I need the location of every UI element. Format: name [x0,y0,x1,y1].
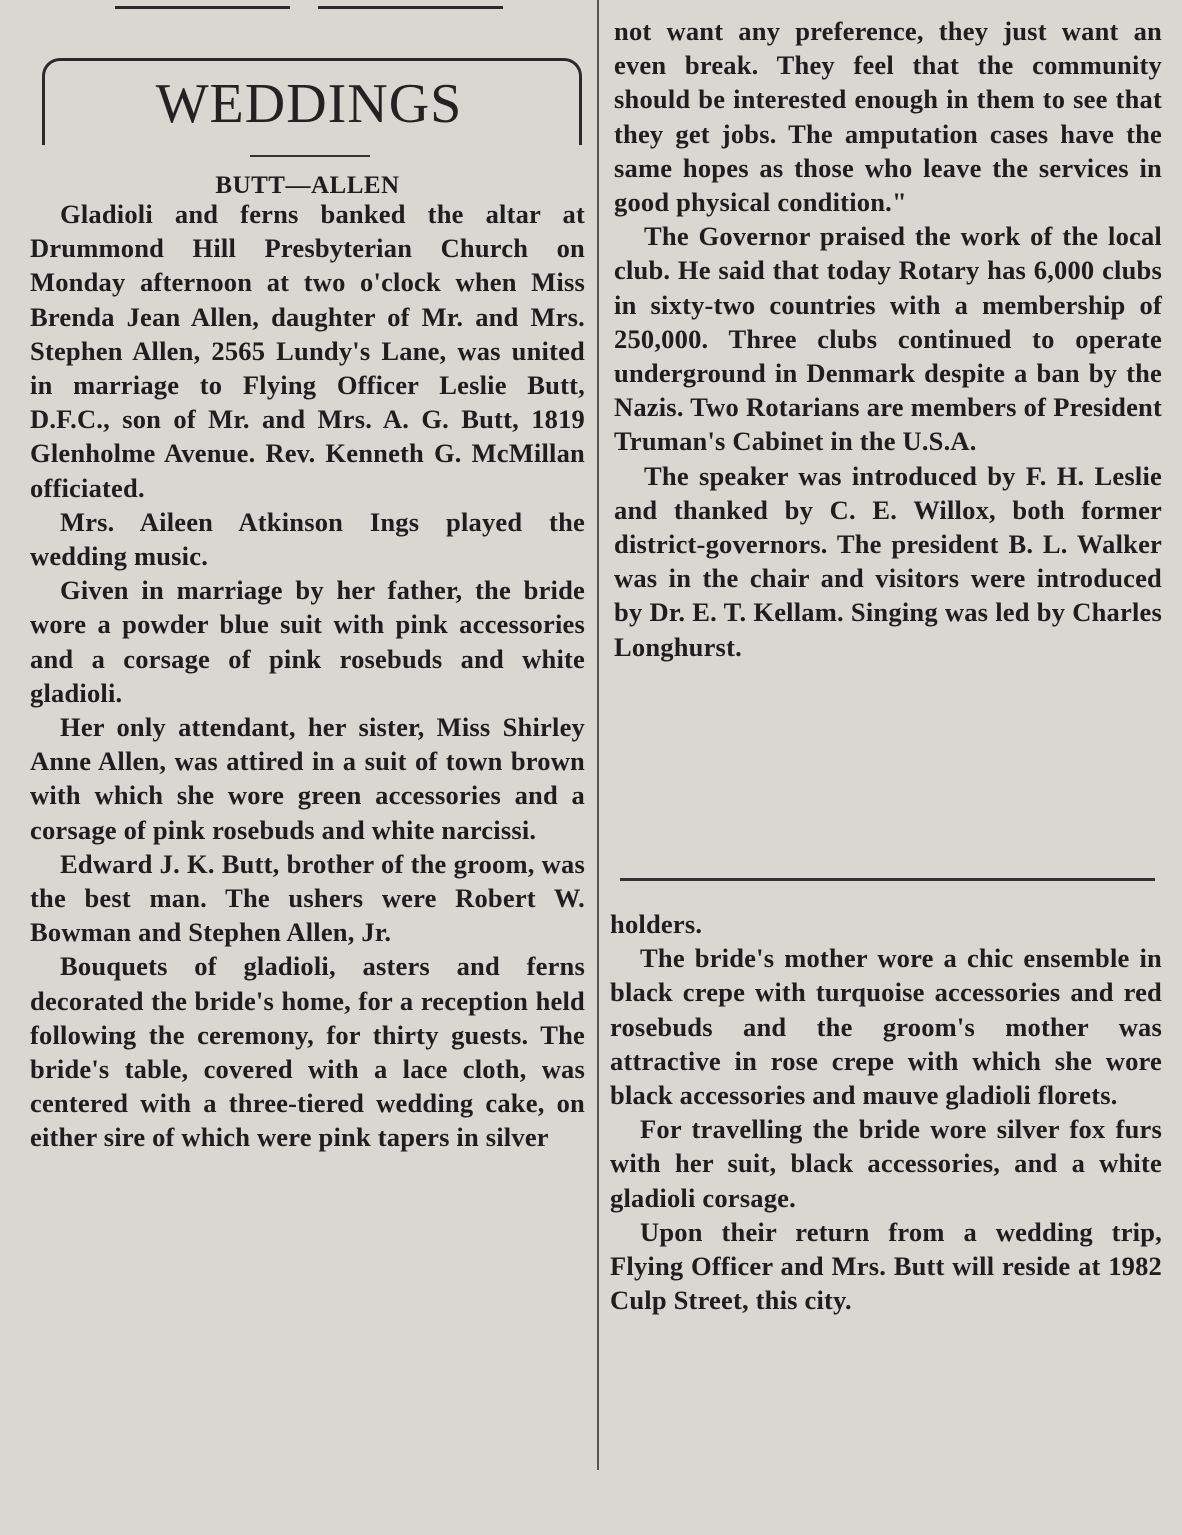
section-title: WEDDINGS [155,73,463,135]
top-rule-left [115,6,290,9]
paragraph: holders. [610,909,703,939]
paragraph: Her only attendant, her sister, Miss Shirley Anne Allen, was attired in a suit of town brown with which she wore green accessories and a corsage of pink rosebuds and white narcissi. [30,712,585,845]
title-underline [250,155,370,157]
left-column [30,197,585,1155]
paragraph: Mrs. Aileen Atkinson Ings played the wedding music. [30,506,585,572]
paragraph: The speaker was introduced by F. H. Leslie and thanked by C. E. Willox, both former district-governors. The president B. L. Walker was in the chair and visitors were introduced by Dr. E. T. Kellam. Singing was led by Charles Longhurst. [614,460,1162,662]
right-column-top [614,14,1162,664]
paragraph: not want any preference, they just want an even break. They feel that the community should be interested enough in them to see that they get jobs. The amputation cases have the same hopes as those who leave the services in good physical condition." [614,16,1162,218]
paragraph: The bride's mother wore a chic ensemble in black crepe with turquoise accessories and red rosebuds and the groom's mother was attractive in rose crepe with which she wore black accessories and mauve gladioli florets. [610,943,1162,1111]
paragraph: For travelling the bride wore silver fox furs with her suit, black accessories, and a white gladioli corsage. [610,1114,1162,1213]
section-divider-rule [620,878,1155,881]
paragraph: The Governor praised the work of the local club. He said that today Rotary has 6,000 clubs in sixty-two countries with a membership of 250,000. Three clubs continued to operate underground in Denmark despite a ban by the Nazis. Two Rotarians are members of President Truman's Cabinet in the U.S.A. [614,221,1162,457]
paragraph: Bouquets of gladioli, asters and ferns decorated the bride's home, for a reception held following the ceremony, for thirty guests. The bride's table, covered with a lace cloth, was centered with a three-tiered wedding cake, on either sire of which were pink tapers in silver [30,951,585,1153]
top-rule-right [318,6,503,9]
paragraph: Given in marriage by her father, the bride wore a powder blue suit with pink accessories and a corsage of pink rosebuds and white gladioli. [30,575,585,708]
right-column-bottom [610,907,1162,1317]
column-divider [597,0,599,1470]
article-heading: BUTT—ALLEN [215,172,400,199]
paragraph: Gladioli and ferns banked the altar at Drummond Hill Presbyterian Church on Monday afternoon at two o'clock when Miss Brenda Jean Allen, daughter of Mr. and Mrs. Stephen Allen, 2565 Lundy's Lane, was united in marriage to Flying Officer Leslie Butt, D.F.C., son of Mr. and Mrs. A. G. Butt, 1819 Glenholme Avenue. Rev. Kenneth G. McMillan officiated. [30,199,585,503]
paragraph: Upon their return from a wedding trip, Flying Officer and Mrs. Butt will reside at 1982 Culp Street, this city. [610,1216,1162,1316]
paragraph: Edward J. K. Butt, brother of the groom, was the best man. The ushers were Robert W. Bowman and Stephen Allen, Jr. [30,848,585,948]
